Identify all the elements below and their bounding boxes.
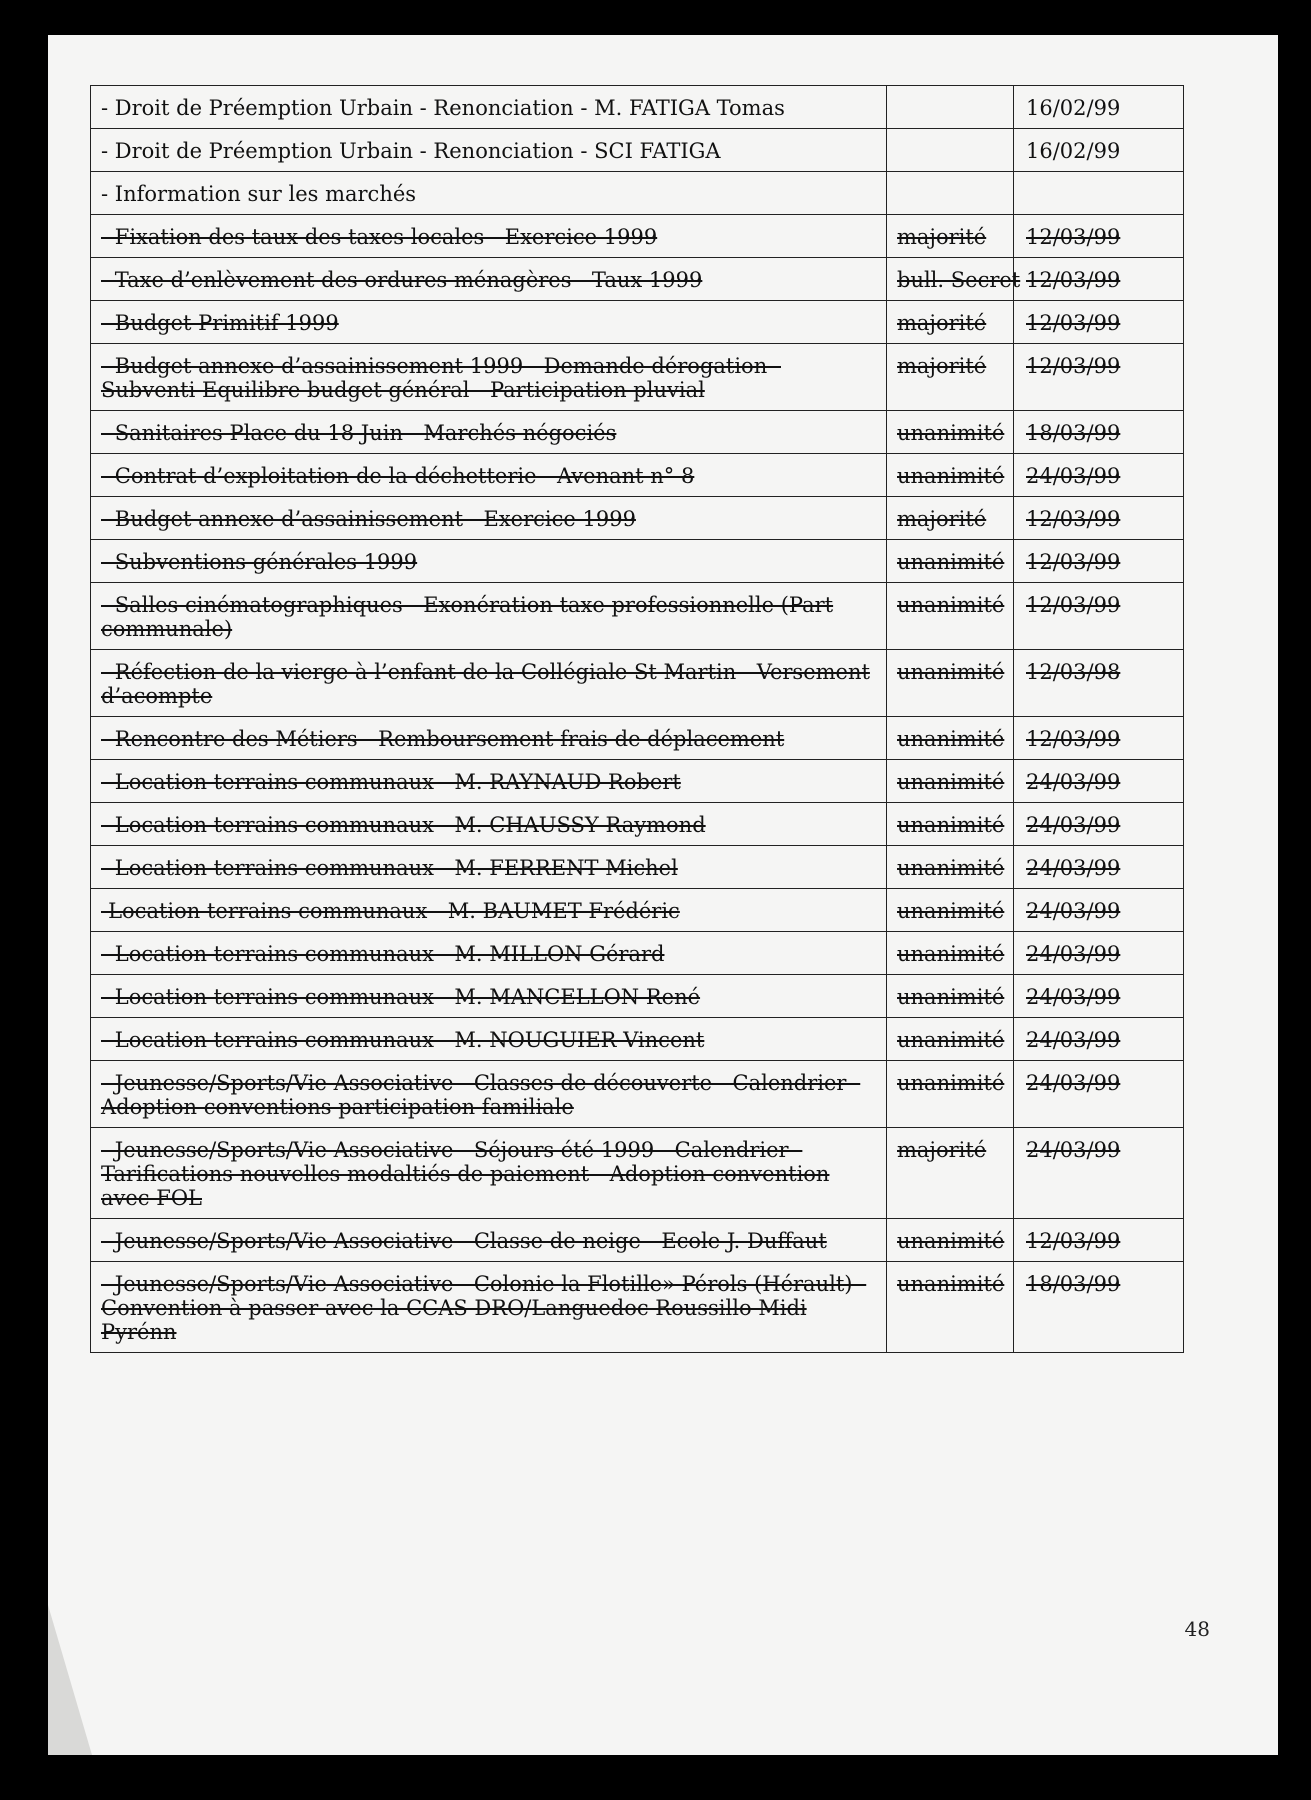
subject-cell	[91, 1061, 887, 1128]
table-row	[91, 1262, 1184, 1353]
date-cell	[1014, 1128, 1184, 1219]
date-cell	[1014, 86, 1184, 129]
date-cell	[1014, 215, 1184, 258]
date-cell-text: 24/03/99	[1026, 985, 1121, 1009]
table-row	[91, 86, 1184, 129]
subject-cell-text: - Location terrains communaux - M. NOUGUIER Vincent	[101, 1028, 705, 1052]
vote-cell-text: unanimité	[897, 421, 1005, 445]
subject-cell-text: - Jeunesse/Sports/Vie Associative - Séjours été 1999 - Calendrier - Tarifications nouvelles modaltiés de paiement - Adoption convention avec FOL	[101, 1138, 830, 1210]
vote-cell-text: unanimité	[897, 593, 1005, 617]
subject-cell	[91, 650, 887, 717]
subject-cell	[91, 344, 887, 411]
vote-cell-text: majorité	[897, 225, 987, 249]
subject-cell	[91, 932, 887, 975]
date-cell-text: 24/03/99	[1026, 1028, 1121, 1052]
vote-cell	[887, 846, 1014, 889]
vote-cell-text: unanimité	[897, 1272, 1005, 1296]
subject-cell	[91, 717, 887, 760]
table-row	[91, 1018, 1184, 1061]
subject-cell	[91, 215, 887, 258]
page-number: 48	[1184, 1617, 1210, 1641]
subject-cell	[91, 258, 887, 301]
date-cell-text: 18/03/99	[1026, 421, 1121, 445]
subject-cell	[91, 86, 887, 129]
date-cell	[1014, 301, 1184, 344]
table-row	[91, 846, 1184, 889]
subject-cell	[91, 1219, 887, 1262]
subject-cell	[91, 411, 887, 454]
vote-cell	[887, 975, 1014, 1018]
vote-cell-text: majorité	[897, 354, 987, 378]
subject-cell	[91, 454, 887, 497]
vote-cell	[887, 258, 1021, 301]
table-row	[91, 540, 1184, 583]
date-cell	[1014, 540, 1184, 583]
date-cell-text: 12/03/99	[1026, 225, 1121, 249]
date-cell-text: 16/02/99	[1026, 96, 1121, 120]
vote-cell-text: unanimité	[897, 1071, 1005, 1095]
subject-cell	[91, 583, 887, 650]
subject-cell	[91, 803, 887, 846]
deliberations-table	[90, 85, 1184, 1353]
date-cell-text: 12/03/99	[1026, 268, 1121, 292]
vote-cell	[887, 717, 1014, 760]
vote-cell-text: unanimité	[897, 942, 1005, 966]
table-row	[91, 301, 1184, 344]
vote-cell	[887, 760, 1014, 803]
subject-cell-text: - Taxe d’enlèvement des ordures ménagères - Taux 1999	[101, 268, 703, 292]
date-cell-text: 12/03/99	[1026, 354, 1121, 378]
subject-cell-text: - Réfection de la vierge à l’enfant de la Collégiale St Martin - Versement d’acompte	[101, 660, 870, 708]
subject-cell	[91, 1128, 887, 1219]
table-row	[91, 803, 1184, 846]
table-row	[91, 717, 1184, 760]
date-cell-text: 24/03/99	[1026, 770, 1121, 794]
date-cell-text: 24/03/99	[1026, 899, 1121, 923]
date-cell-text: 12/03/99	[1026, 593, 1121, 617]
date-cell-text: 12/03/99	[1026, 507, 1121, 531]
date-cell	[1014, 497, 1184, 540]
vote-cell	[887, 301, 1014, 344]
date-cell	[1014, 760, 1184, 803]
vote-cell-text: unanimité	[897, 899, 1005, 923]
table-row	[91, 411, 1184, 454]
vote-cell-text: unanimité	[897, 464, 1005, 488]
subject-cell-text: - Sanitaires Place du 18 Juin - Marchés négociés	[101, 421, 617, 445]
date-cell	[1014, 258, 1184, 301]
table-row	[91, 215, 1184, 258]
table-row	[91, 129, 1184, 172]
vote-cell	[887, 129, 1014, 172]
date-cell-text: 18/03/99	[1026, 1272, 1121, 1296]
table-row	[91, 1219, 1184, 1262]
subject-cell	[91, 1018, 887, 1061]
date-cell	[1014, 1219, 1184, 1262]
date-cell	[1014, 1262, 1184, 1353]
subject-cell-text: - Budget annexe d’assainissement - Exercice 1999	[101, 507, 636, 531]
vote-cell-text: majorité	[897, 311, 987, 335]
vote-cell	[887, 172, 1014, 215]
subject-cell-text: - Fixation des taux des taxes locales - Exercice 1999	[101, 225, 658, 249]
subject-cell-text: - Jeunesse/Sports/Vie Associative - Colonie la Flotille» Pérols (Hérault) - Convention à passer avec la CCAS DRO/Languedoc Roussillo Midi Pyrénn	[101, 1272, 867, 1344]
subject-cell-text: - Location terrains communaux - M. MILLON Gérard	[101, 942, 665, 966]
vote-cell-text: unanimité	[897, 1028, 1005, 1052]
vote-cell-text: unanimité	[897, 550, 1005, 574]
vote-cell-text: unanimité	[897, 856, 1005, 880]
vote-cell	[887, 497, 1014, 540]
vote-cell-text: unanimité	[897, 813, 1005, 837]
subject-cell-text: - Jeunesse/Sports/Vie Associative - Classes de découverte - Calendrier - Adoption conventions participation familiale	[101, 1071, 861, 1119]
table-row	[91, 258, 1184, 301]
subject-cell-text: - Information sur les marchés	[101, 182, 417, 206]
vote-cell-text: majorité	[897, 507, 987, 531]
subject-cell-text: - Location terrains communaux - M. RAYNAUD Robert	[101, 770, 681, 794]
vote-cell	[887, 1018, 1014, 1061]
date-cell	[1014, 803, 1184, 846]
table-row	[91, 1061, 1184, 1128]
date-cell-text: 24/03/99	[1026, 1138, 1121, 1162]
date-cell-text: 12/03/99	[1026, 311, 1121, 335]
table-row	[91, 889, 1184, 932]
date-cell	[1014, 1061, 1184, 1128]
vote-cell	[887, 411, 1014, 454]
date-cell-text: 12/03/99	[1026, 727, 1121, 751]
subject-cell	[91, 301, 887, 344]
vote-cell-text: majorité	[897, 1138, 987, 1162]
date-cell-text: 24/03/99	[1026, 942, 1121, 966]
table-row	[91, 975, 1184, 1018]
vote-cell-text: unanimité	[897, 727, 1005, 751]
document-page	[48, 35, 1278, 1755]
table-row	[91, 172, 1184, 215]
date-cell	[1014, 975, 1184, 1018]
vote-cell	[887, 803, 1014, 846]
vote-cell-text: bull. Secret	[897, 268, 1021, 292]
vote-cell	[887, 1128, 1014, 1219]
table-row	[91, 497, 1184, 540]
date-cell	[1014, 411, 1184, 454]
subject-cell	[91, 760, 887, 803]
subject-cell-text: - Budget annexe d’assainissement 1999 - Demande dérogation - Subventi Equilibre budget général - Participation pluvial	[101, 354, 781, 402]
subject-cell	[91, 540, 887, 583]
vote-cell	[887, 86, 1014, 129]
vote-cell	[887, 1219, 1014, 1262]
date-cell-text: 12/03/99	[1026, 550, 1121, 574]
date-cell-text: 24/03/99	[1026, 813, 1121, 837]
vote-cell	[887, 454, 1014, 497]
date-cell	[1014, 344, 1184, 411]
date-cell	[1014, 717, 1184, 760]
date-cell-text: 24/03/99	[1026, 464, 1121, 488]
date-cell	[1014, 650, 1184, 717]
table-row	[91, 344, 1184, 411]
date-cell-text: 24/03/99	[1026, 856, 1121, 880]
table-row	[91, 454, 1184, 497]
date-cell	[1014, 932, 1184, 975]
subject-cell-text: - Budget Primitif 1999	[101, 311, 339, 335]
vote-cell	[887, 889, 1014, 932]
vote-cell	[887, 1262, 1014, 1353]
vote-cell-text: unanimité	[897, 1229, 1005, 1253]
table-row	[91, 932, 1184, 975]
subject-cell-text: - Jeunesse/Sports/Vie Associative - Classe de neige - Ecole J. Duffaut	[101, 1229, 827, 1253]
subject-cell-text: - Droit de Préemption Urbain - Renonciation - M. FATIGA Tomas	[101, 96, 785, 120]
subject-cell	[91, 497, 887, 540]
subject-cell-text: - Location terrains communaux - M. CHAUSSY Raymond	[101, 813, 706, 837]
vote-cell-text: unanimité	[897, 660, 1005, 684]
subject-cell	[91, 129, 887, 172]
subject-cell	[91, 172, 887, 215]
date-cell	[1014, 172, 1184, 215]
subject-cell-text: - Location terrains communaux - M. FERRENT Michel	[101, 856, 678, 880]
table-row	[91, 760, 1184, 803]
subject-cell	[91, 975, 887, 1018]
date-cell	[1014, 1018, 1184, 1061]
subject-cell-text: - Subventions générales 1999	[101, 550, 418, 574]
subject-cell-text: - Droit de Préemption Urbain - Renonciation - SCI FATIGA	[101, 139, 721, 163]
date-cell	[1014, 129, 1184, 172]
date-cell-text: 12/03/98	[1026, 660, 1121, 684]
table-row	[91, 1128, 1184, 1219]
subject-cell-text: -Location terrains communaux - M. BAUMET Frédéric	[101, 899, 680, 923]
date-cell	[1014, 454, 1184, 497]
date-cell	[1014, 846, 1184, 889]
subject-cell-text: - Location terrains communaux - M. MANCELLON René	[101, 985, 701, 1009]
folded-corner	[48, 1605, 92, 1755]
subject-cell	[91, 889, 887, 932]
vote-cell	[887, 650, 1014, 717]
date-cell	[1014, 583, 1184, 650]
table-row	[91, 650, 1184, 717]
date-cell-text: 12/03/99	[1026, 1229, 1121, 1253]
date-cell-text: 16/02/99	[1026, 139, 1121, 163]
subject-cell	[91, 1262, 887, 1353]
vote-cell-text: unanimité	[897, 770, 1005, 794]
vote-cell	[887, 1061, 1014, 1128]
vote-cell	[887, 540, 1014, 583]
subject-cell-text: - Contrat d’exploitation de la déchetterie - Avenant n° 8	[101, 464, 695, 488]
subject-cell-text: - Salles cinématographiques - Exonération taxe professionnelle (Part communale)	[101, 593, 834, 641]
subject-cell	[91, 846, 887, 889]
vote-cell-text: unanimité	[897, 985, 1005, 1009]
table-row	[91, 583, 1184, 650]
vote-cell	[887, 583, 1014, 650]
date-cell-text: 24/03/99	[1026, 1071, 1121, 1095]
vote-cell	[887, 344, 1014, 411]
subject-cell-text: - Rencontre des Métiers - Remboursement frais de déplacement	[101, 727, 785, 751]
vote-cell	[887, 932, 1014, 975]
date-cell	[1014, 889, 1184, 932]
vote-cell	[887, 215, 1014, 258]
